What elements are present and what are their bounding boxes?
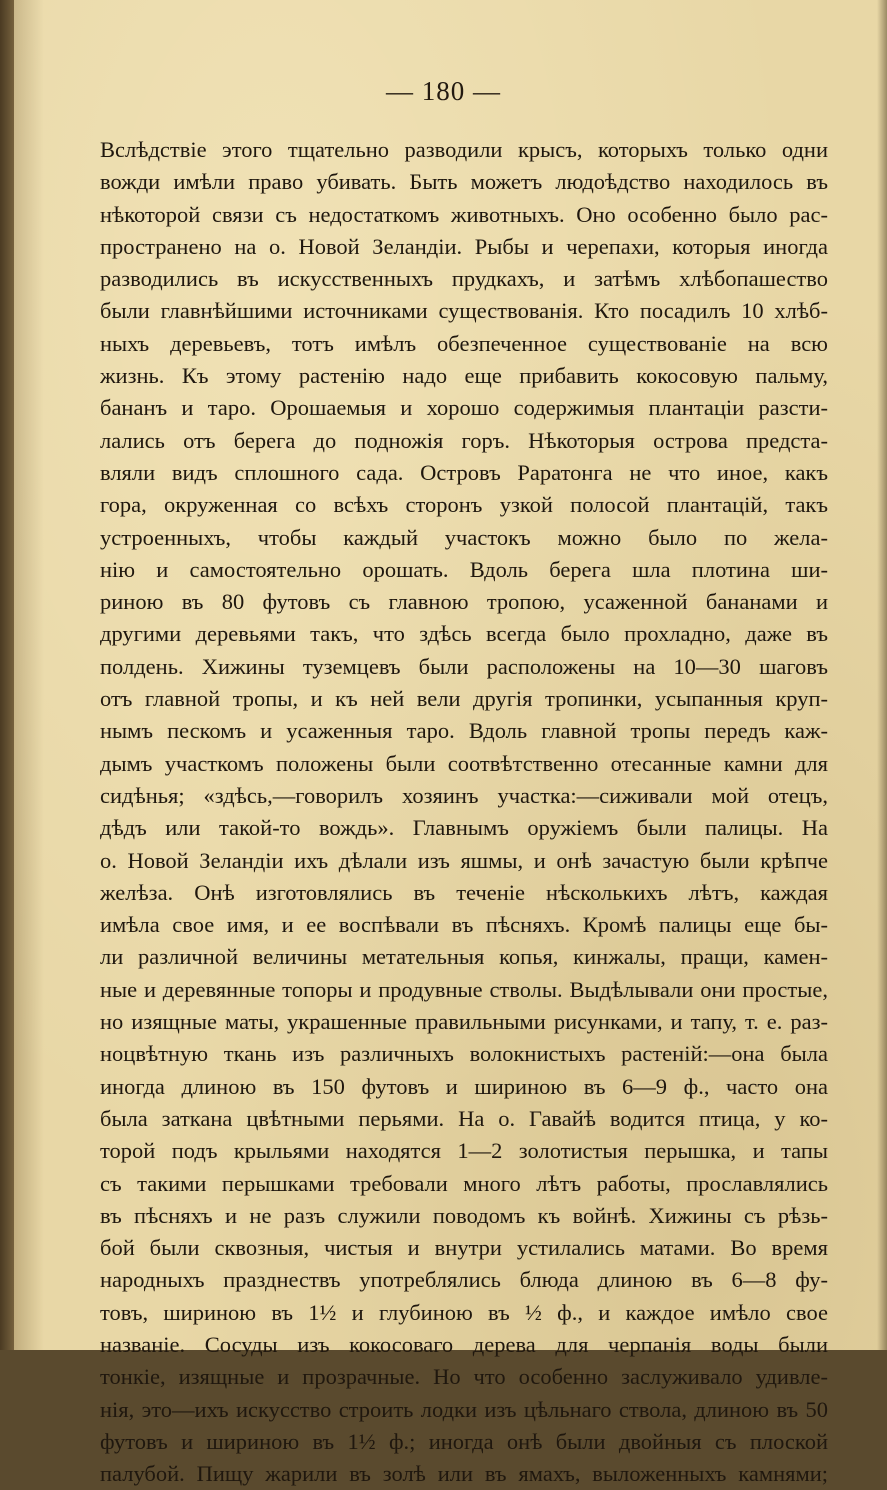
text-line: тонкіе, изящные и прозрачные. Но что особенно заслуживало удивле-	[100, 1364, 828, 1390]
text-line: гора, окруженная со всѣхъ сторонъ узкой полосой плантацій, такъ	[100, 492, 828, 518]
text-line: вляли видъ сплошного сада. Островъ Раратонга не что иное, какъ	[100, 459, 828, 485]
text-line: нѣкоторой связи съ недостаткомъ животныхъ. Оно особенно было рас-	[100, 201, 828, 227]
text-line: имѣла свое имя, и ее воспѣвали въ пѣсняхъ. Кромѣ палицы еще бы-	[100, 912, 828, 938]
text-line: отъ главной тропы, и къ ней вели другія тропинки, усыпанныя круп-	[100, 686, 828, 712]
text-line: Вслѣдствіе этого тщательно разводили крысъ, которыхъ только одни	[100, 137, 828, 162]
text-line: торой подъ крыльями находятся 1—2 золотистыя перышка, и тапы	[100, 1138, 828, 1164]
text-line: полдень. Хижины туземцевъ были расположены на 10—30 шаговъ	[100, 653, 828, 679]
text-line: дымъ участкомъ положены были соотвѣтственно отесанные камни для	[100, 750, 828, 776]
text-line: народныхъ празднествъ употреблялись блюда длиною въ 6—8 фу-	[100, 1267, 828, 1293]
text-line: о. Новой Зеландіи ихъ дѣлали изъ яшмы, и онѣ зачастую были крѣпче	[100, 847, 828, 873]
text-line: сидѣнья; «здѣсь,—говорилъ хозяинъ участка:—сиживали мой отецъ,	[100, 782, 828, 808]
text-line: палубой. Пищу жарили въ золѣ или въ ямахъ, выложенныхъ камнями;	[100, 1461, 828, 1487]
text-line: бананъ и таро. Орошаемыя и хорошо содержимыя плантаціи рaзсти-	[100, 395, 828, 421]
text-line: жизнь. Къ этому растенію надо еще прибавить кокосовую пальму,	[100, 363, 828, 389]
text-line: ли различной величины метательныя копья, кинжалы, пращи, камен-	[100, 944, 828, 970]
text-line: иногда длиною въ 150 футовъ и шириною въ 6—9 ф., часто она	[100, 1073, 828, 1099]
text-line: но изящные маты, украшенные правильными рисунками, и тапу, т. е. раз-	[100, 1009, 828, 1035]
text-line: названіе. Сосуды изъ кокосоваго дерева для черпанія воды были	[100, 1331, 828, 1357]
text-line: бой были сквозныя, чистыя и внутри устилались матами. Во время	[100, 1235, 828, 1261]
text-line: нію и самостоятельно орошать. Вдоль берега шла плотина ши-	[100, 556, 828, 582]
text-line: пространено на о. Новой Зеландіи. Рыбы и черепахи, которыя иногда	[100, 233, 828, 259]
text-line: нія, это—ихъ искусство строить лодки изъ цѣльнаго ствола, длиною въ 50	[100, 1396, 828, 1422]
text-line: другими деревьями такъ, что здѣсь всегда было прохладно, даже въ	[100, 621, 828, 647]
page-number: — 180 —	[386, 76, 501, 106]
text-line: были главнѣйшими источниками существованія. Кто посадилъ 10 хлѣб-	[100, 298, 828, 324]
text-line: нымъ пескомъ и усаженныя таро. Вдоль главной тропы передъ каж-	[100, 718, 828, 744]
text-line: ныхъ деревьевъ, тотъ имѣлъ обезпеченное существованіе на всю	[100, 330, 828, 356]
text-line: товъ, шириною въ 1½ и глубиною въ ½ ф., и каждое имѣло свое	[100, 1299, 828, 1325]
text-line: въ пѣсняхъ и не разъ служили поводомъ къ войнѣ. Хижины съ рѣзь-	[100, 1202, 828, 1228]
text-line: была заткана цвѣтными перьями. На о. Гавайѣ водится птица, у ко-	[100, 1105, 828, 1131]
text-line: ноцвѣтную ткань изъ различныхъ волокнистыхъ растеній:—она была	[100, 1041, 828, 1067]
text-line: желѣза. Онѣ изготовлялись въ теченіе нѣсколькихъ лѣтъ, каждая	[100, 879, 828, 905]
text-line: съ такими перышками требовали много лѣтъ работы, прославлялись	[100, 1170, 828, 1196]
text-line: риною въ 80 футовъ съ главною тропою, усаженной бананами и	[100, 589, 828, 615]
text-line: устроенныхъ, чтобы каждый участокъ можно было по жела-	[100, 524, 828, 550]
text-line: дѣдъ или такой-то вождь». Главнымъ оружіемъ были палицы. На	[100, 815, 828, 841]
text-line: ные и деревянные топоры и продувные стволы. Выдѣлывали они простые,	[100, 976, 828, 1002]
page-right-edge-shadow	[877, 0, 887, 1350]
text-line: разводились въ искусственныхъ прудкахъ, и затѣмъ хлѣбопашество	[100, 266, 828, 292]
text-line: лались отъ берега до подножія горъ. Нѣкоторыя острова предста-	[100, 427, 828, 453]
text-line: футовъ и шириною въ 1½ ф.; иногда онѣ были двойныя съ плоской	[100, 1428, 828, 1454]
body-text	[100, 134, 828, 1490]
text-line: вожди имѣли право убивать. Быть можетъ людоѣдство находилось въ	[100, 169, 828, 195]
